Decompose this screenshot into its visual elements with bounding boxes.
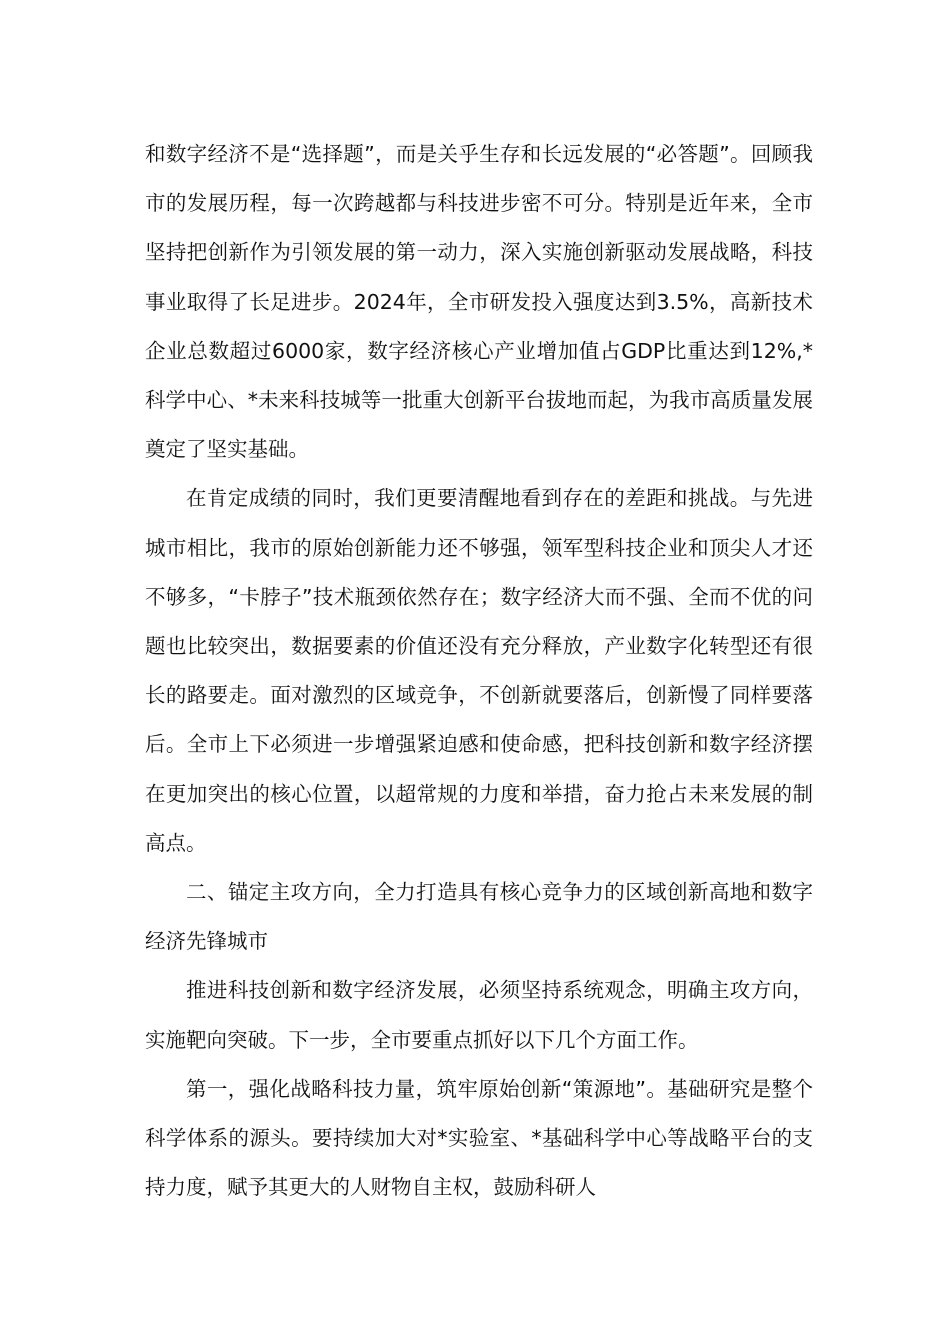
paragraph-main-direction: 推进科技创新和数字经济发展，必须坚持系统观念，明确主攻方向，实施靶向突破。下一步，全市要重点抓好以下几个方面工作。 <box>145 978 813 1052</box>
section-heading-two: 二、锚定主攻方向，全力打造具有核心竞争力的区域创新高地和数字经济先锋城市 <box>145 880 813 954</box>
paragraph-digital-economy-intro: 和数字经济不是“选择题”，而是关乎生存和长远发展的“必答题”。回顾我市的发展历程，每一次跨越都与科技进步密不可分。特别是近年来，全市坚持把创新作为引领发展的第一动力，深入实施创新驱动发展战略，科技事业取得了长足进步。2024年，全市研发投入强度达到3.5%，高新技术企业总数超过6000家，数字经济核心产业增加值占GDP比重达到12%,*科学中心、*未来科技城等一批重大创新平台拔地而起，为我市高质量发展奠定了坚实基础。 <box>145 142 813 462</box>
document-body <box>145 130 813 1212</box>
paragraph-first-point: 第一，强化战略科技力量，筑牢原始创新“策源地”。基础研究是整个科学体系的源头。要持续加大对*实验室、*基础科学中心等战略平台的支持力度，赋予其更大的人财物自主权，鼓励科研人 <box>145 1076 813 1200</box>
paragraph-gaps-and-challenges: 在肯定成绩的同时，我们更要清醒地看到存在的差距和挑战。与先进城市相比，我市的原始创新能力还不够强，领军型科技企业和顶尖人才还不够多，“卡脖子”技术瓶颈依然存在；数字经济大而不强、全而不优的问题也比较突出，数据要素的价值还没有充分释放，产业数字化转型还有很长的路要走。面对激烈的区域竞争，不创新就要落后，创新慢了同样要落后。全市上下必须进一步增强紧迫感和使命感，把科技创新和数字经济摆在更加突出的核心位置，以超常规的力度和举措，奋力抢占未来发展的制高点。 <box>145 486 813 855</box>
